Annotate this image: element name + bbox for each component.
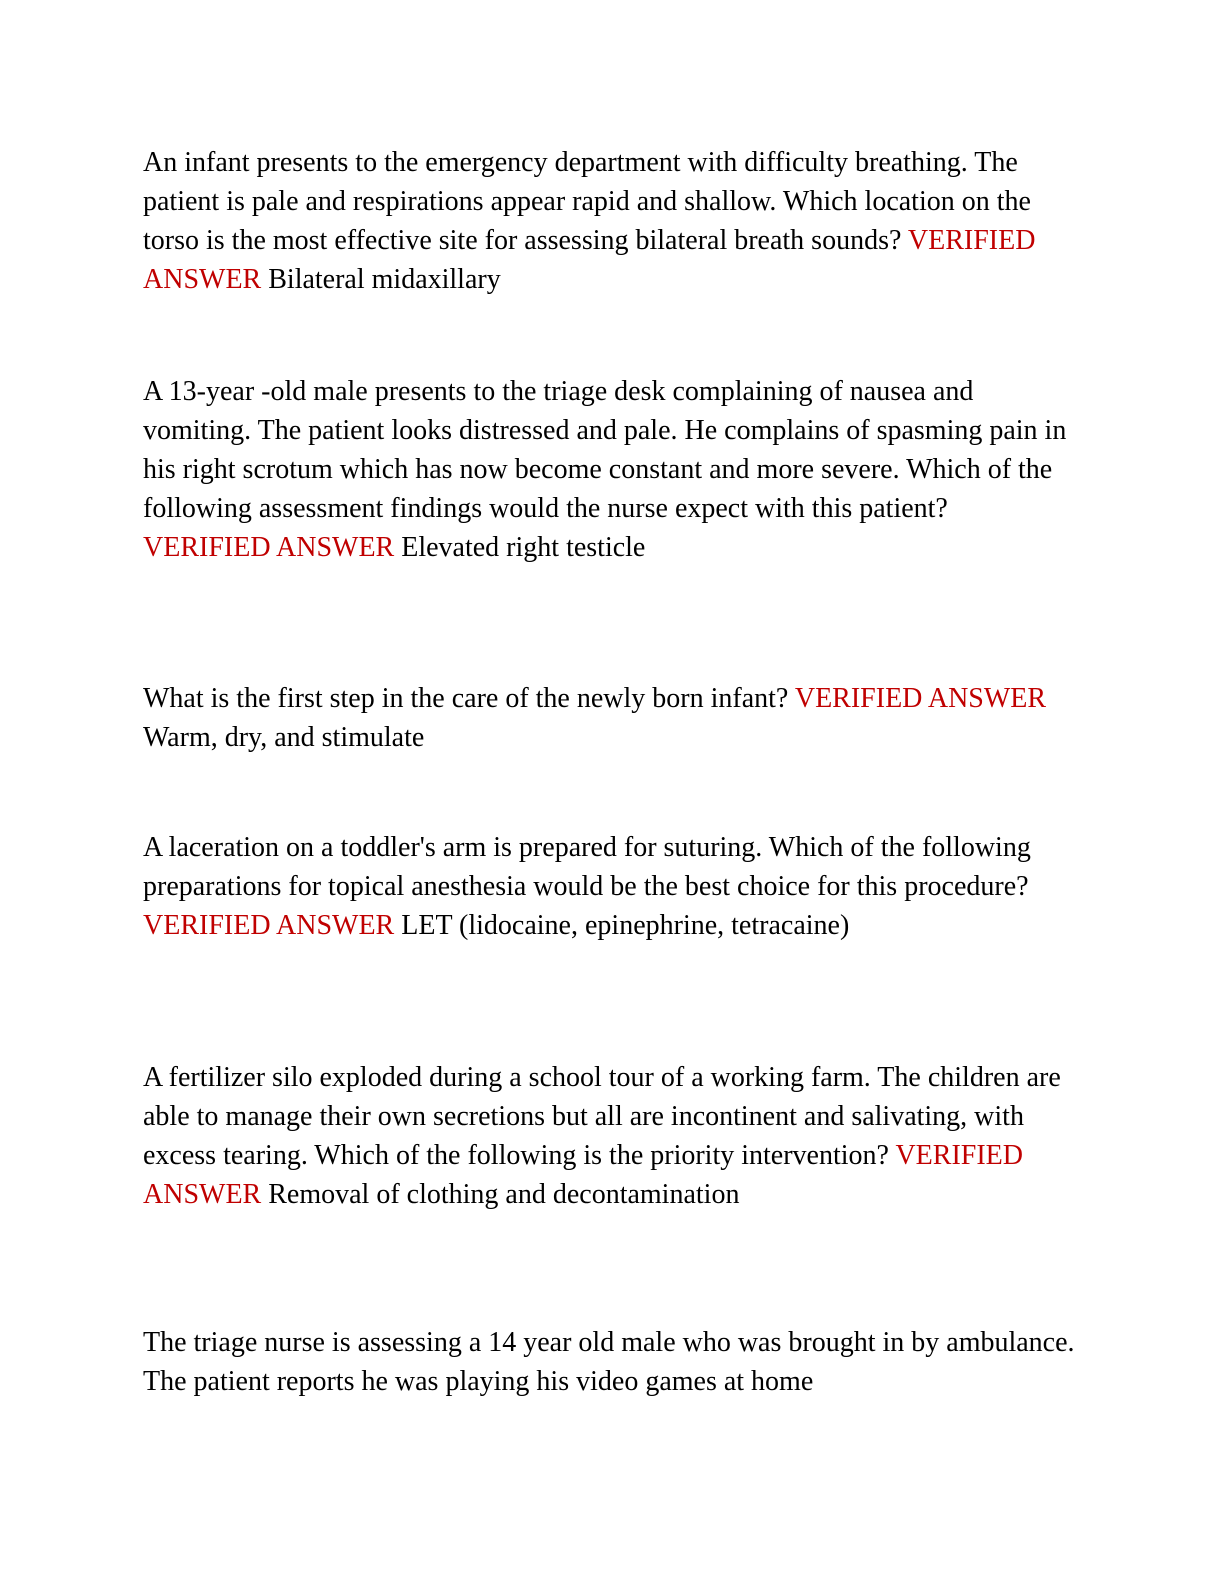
verified-answer-label: VERIFIED ANSWER bbox=[143, 532, 395, 563]
answer-text: Bilateral midaxillary bbox=[268, 264, 501, 295]
answer-text: Removal of clothing and decontamination bbox=[268, 1179, 740, 1210]
question-text: A laceration on a toddler's arm is prepared for suturing. Which of the following preparations for topical anesthesia would be the best choice for this procedure? bbox=[143, 832, 1031, 902]
qa-item bbox=[143, 828, 1078, 945]
answer-text: Elevated right testicle bbox=[401, 532, 646, 563]
qa-item bbox=[143, 372, 1078, 567]
qa-item bbox=[143, 143, 1078, 299]
question-text: An infant presents to the emergency department with difficulty breathing. The patient is pale and respirations appear rapid and shallow. Which location on the torso is the most effective site for assessing bilateral breath sounds? bbox=[143, 147, 1031, 256]
qa-item bbox=[143, 1058, 1078, 1214]
answer-text: Warm, dry, and stimulate bbox=[143, 722, 425, 753]
question-text: What is the first step in the care of the newly born infant? bbox=[143, 683, 789, 714]
question-text: The triage nurse is assessing a 14 year old male who was brought in by ambulance. The patient reports he was playing his video games at home bbox=[143, 1327, 1075, 1397]
verified-answer-label: VERIFIED ANSWER bbox=[794, 683, 1047, 714]
answer-text: LET (lidocaine, epinephrine, tetracaine) bbox=[401, 910, 850, 941]
question-text: A fertilizer silo exploded during a school tour of a working farm. The children are able to manage their own secretions but all are incontinent and salivating, with excess tearing. Which of the following is the priority intervention? bbox=[143, 1062, 1061, 1171]
verified-answer-label: VERIFIED ANSWER bbox=[143, 1140, 1023, 1210]
qa-item bbox=[143, 679, 1078, 757]
verified-answer-label: VERIFIED ANSWER bbox=[143, 910, 395, 941]
question-text: A 13-year -old male presents to the triage desk complaining of nausea and vomiting. The patient looks distressed and pale. He complains of spasming pain in his right scrotum which has now become constant and more severe. Which of the following assessment findings would the nurse expect with this patient? bbox=[143, 376, 1067, 524]
qa-item bbox=[143, 1323, 1078, 1401]
verified-answer-label: VERIFIED ANSWER bbox=[143, 225, 1036, 295]
